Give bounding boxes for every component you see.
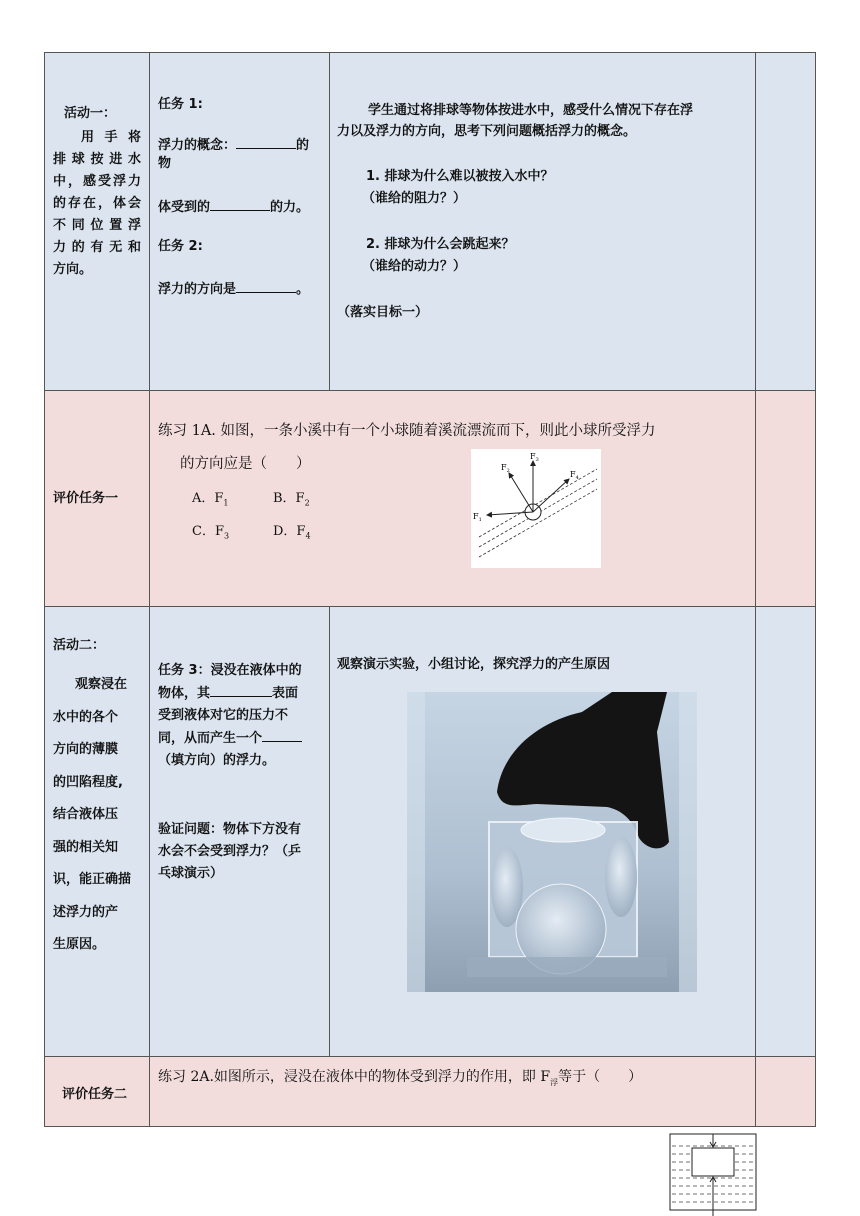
task1-line1 bbox=[158, 134, 309, 157]
row3-activity-text bbox=[53, 669, 143, 962]
question-2: 2. 排球为什么会跳起来？ bbox=[366, 237, 515, 252]
line: 物体，其 表面 bbox=[158, 682, 326, 705]
desc-line1: 学生通过将排球等物体按进水中，感受什么情况下存在浮 bbox=[368, 103, 694, 118]
subscript: 浮 bbox=[550, 1077, 559, 1087]
subscript: 2 bbox=[304, 498, 310, 508]
tank-wall bbox=[679, 692, 697, 992]
line: 方向。 bbox=[53, 262, 93, 277]
text: 浮力的方向是 bbox=[158, 282, 237, 297]
line: 方向的薄膜 bbox=[53, 742, 119, 757]
line: 水会不会受到浮力？（乒 bbox=[158, 844, 302, 859]
task2-label: 任务 2: bbox=[158, 239, 203, 254]
text: 的 bbox=[296, 138, 310, 153]
row1-activity-title: 活动一： bbox=[64, 106, 117, 121]
immersed-object-figure bbox=[668, 1132, 758, 1216]
row4-extra-cell bbox=[755, 1056, 816, 1127]
row3-activity-title: 活动二： bbox=[53, 638, 106, 653]
label-f1: $F_1$ bbox=[473, 512, 482, 523]
subscript: 4 bbox=[305, 531, 311, 541]
tank-floor bbox=[467, 957, 667, 977]
text: 练习 2A.如图所示，浸没在液体中的物体受到浮力的作用，即 F bbox=[158, 1069, 551, 1085]
line: 乓球演示） bbox=[158, 866, 224, 881]
line: 力 的 有 无 和 bbox=[53, 240, 141, 255]
desc-line2: 力以及浮力的方向，思考下列问题概括浮力的概念。 bbox=[337, 124, 637, 139]
question-1-hint: （谁给的阻力？） bbox=[362, 191, 467, 206]
text: 等于（ ） bbox=[558, 1069, 643, 1085]
observe-instruction: 观察演示实验，小组讨论，探究浮力的产生原因 bbox=[337, 657, 611, 672]
question-1: 1. 排球为什么难以被按入水中？ bbox=[366, 169, 554, 184]
fill-blank[interactable] bbox=[210, 682, 272, 697]
experiment-photo bbox=[407, 692, 697, 992]
row1-activity-text bbox=[53, 127, 141, 281]
top-membrane bbox=[521, 818, 605, 842]
immersed-block bbox=[692, 1148, 734, 1176]
option-letter: A．F bbox=[192, 491, 224, 506]
line: 中，感受浮力 bbox=[53, 174, 141, 189]
label-f3: $F_3$ bbox=[530, 452, 539, 463]
line: 的存在，体会 bbox=[53, 196, 141, 211]
text: 的力。 bbox=[270, 200, 310, 215]
label-f4: $F_4$ bbox=[570, 470, 579, 481]
line: 的凹陷程度, bbox=[53, 774, 123, 790]
fill-blank[interactable] bbox=[236, 134, 296, 149]
question-2-hint: （谁给的动力？） bbox=[362, 259, 467, 274]
line: 结合液体压 bbox=[53, 807, 119, 822]
line: 同，从而产生一个 bbox=[158, 727, 326, 750]
row2-extra-cell bbox=[755, 390, 816, 607]
exercise-1a-line2: 的方向应是（ ） bbox=[180, 456, 311, 472]
task1-label: 任务 1: bbox=[158, 97, 203, 112]
task1-line2: 物 bbox=[158, 156, 172, 171]
option-letter: D．F bbox=[273, 524, 306, 539]
text: 体受到的 bbox=[158, 200, 211, 215]
line: 述浮力的产 bbox=[53, 904, 119, 920]
exercise-2a bbox=[158, 1066, 642, 1094]
option-a[interactable] bbox=[192, 488, 229, 515]
verify-question-block bbox=[158, 819, 326, 885]
line: 不 同 位 置 浮 bbox=[53, 218, 141, 233]
line: 观察浸在 bbox=[75, 677, 128, 692]
line: 水中的各个 bbox=[53, 709, 119, 725]
option-letter: B．F bbox=[273, 491, 305, 506]
line: 验证问题：物体下方没有 bbox=[158, 822, 302, 837]
row1-extra-cell bbox=[755, 52, 816, 391]
task3-block bbox=[158, 660, 326, 772]
row3-extra-cell bbox=[755, 606, 816, 1057]
label-f2: $F_2$ bbox=[501, 463, 510, 474]
line: 用 手 将 bbox=[81, 130, 141, 145]
task2-line bbox=[158, 278, 309, 301]
line: 强的相关知 bbox=[53, 839, 119, 855]
line: 生原因。 bbox=[53, 937, 106, 952]
line: 排 球 按 进 水 bbox=[53, 152, 141, 167]
subscript: 3 bbox=[223, 531, 230, 541]
goal-note: （落实目标一） bbox=[337, 305, 429, 320]
option-d[interactable] bbox=[273, 521, 311, 548]
exercise-1a-line1: 练习 1A. 如图，一条小溪中有一个小球随着溪流漂流而下，则此小球所受浮力 bbox=[158, 423, 656, 439]
subscript: 1 bbox=[223, 498, 229, 508]
option-letter: C．F bbox=[192, 524, 224, 539]
text: 浮力的概念： bbox=[158, 138, 237, 153]
fill-blank[interactable] bbox=[262, 727, 302, 742]
option-b[interactable] bbox=[273, 488, 310, 515]
line: 识，能正确描 bbox=[53, 872, 132, 887]
fill-blank[interactable] bbox=[236, 278, 296, 293]
line: 任务 3：浸没在液体中的 bbox=[158, 663, 302, 678]
evaluation-task-2-label: 评价任务二 bbox=[62, 1087, 128, 1102]
option-c[interactable] bbox=[192, 521, 229, 548]
text: 。 bbox=[296, 282, 310, 297]
task1-line3 bbox=[158, 196, 309, 219]
line: 受到液体对它的压力不 bbox=[158, 708, 289, 723]
right-membrane bbox=[605, 837, 637, 917]
stream-ball-force-figure bbox=[471, 449, 601, 568]
evaluation-task-1-label: 评价任务一 bbox=[53, 491, 119, 506]
fill-blank[interactable] bbox=[210, 196, 270, 211]
tank-wall bbox=[407, 692, 425, 992]
line: （填方向）的浮力。 bbox=[158, 753, 276, 768]
